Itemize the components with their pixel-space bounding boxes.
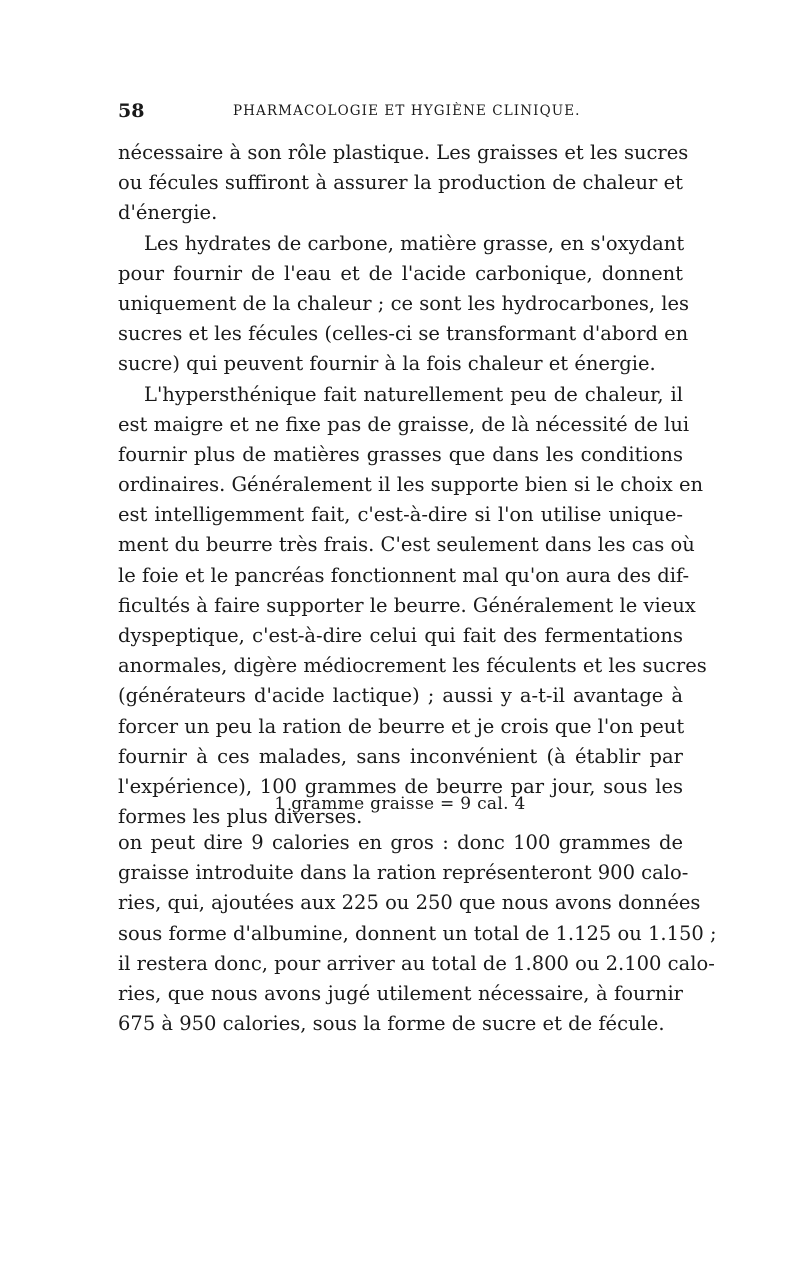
text-line: sous forme d'albumine, donnent un total de 1.125 ou 1.150 ; (118, 921, 717, 945)
text-line: ment du beurre très frais. C'est seulement dans les cas où (118, 533, 695, 557)
text-line: on peut dire 9 calories en gros : donc 100 grammes de (118, 831, 683, 854)
text-line: pour fournir de l'eau et de l'acide carbonique, donnent (118, 261, 683, 285)
equation: 1 gramme graisse = 9 cal. 4 (274, 794, 526, 814)
running-title: PHARMACOLOGIE ET HYGIÈNE CLINIQUE. (233, 103, 581, 119)
text-line: le foie et le pancréas fonctionnent mal qu'on aura des dif- (118, 563, 690, 587)
body-text-block-2 (118, 828, 717, 1039)
text-line: ries, qui, ajoutées aux 225 ou 250 que nous avons données (118, 891, 701, 915)
running-header (118, 100, 688, 124)
text-line: uniquement de la chaleur ; ce sont les hydrocarbones, les (118, 291, 690, 315)
text-line: graisse introduite dans la ration représenteront 900 calo- (118, 861, 689, 885)
text-line: 675 à 950 calories, sous la forme de sucre et de fécule. (118, 1012, 665, 1036)
text-line: ries, que nous avons jugé utilement nécessaire, à fournir (118, 981, 683, 1005)
text-line: formes les plus diverses. (118, 805, 363, 829)
text-line: anormales, digère médiocrement les féculents et les sucres (118, 654, 707, 678)
text-line: ordinaires. Généralement il les supporte bien si le choix en (118, 473, 704, 497)
text-line: fournir plus de matières grasses que dans les conditions (118, 442, 683, 466)
text-line: ficultés à faire supporter le beurre. Généralement le vieux (118, 593, 696, 617)
text-line: fournir à ces malades, sans inconvénient (à établir par (118, 744, 683, 768)
text-line: nécessaire à son rôle plastique. Les graisses et les sucres (118, 141, 689, 164)
paragraph-2 (118, 229, 690, 380)
text-line: forcer un peu la ration de beurre et je crois que l'on peut (118, 714, 685, 738)
text-line: (générateurs d'acide lactique) ; aussi y a-t-il avantage à (118, 684, 683, 708)
text-line: il restera donc, pour arriver au total de 1.800 ou 2.100 calo- (118, 951, 715, 975)
text-line: est intelligemment fait, c'est-à-dire si l'on utilise unique- (118, 503, 683, 527)
text-line: dyspeptique, c'est-à-dire celui qui fait des fermentations (118, 624, 683, 647)
text-line: sucres et les fécules (celles-ci se transformant d'abord en (118, 322, 689, 346)
text-line: sucre) qui peuvent fournir à la fois chaleur et énergie. (118, 352, 656, 376)
paragraph-3 (118, 380, 707, 833)
paragraph-1 (118, 138, 689, 229)
body-text-block-1 (118, 138, 707, 832)
text-line: d'énergie. (118, 201, 218, 225)
text-line: est maigre et ne fixe pas de graisse, de là nécessité de lui (118, 412, 690, 436)
paragraph-4 (118, 828, 717, 1039)
text-line: Les hydrates de carbone, matière grasse, en s'oxydant (144, 231, 685, 255)
text-line: L'hypersthénique fait naturellement peu de chaleur, il (144, 382, 683, 406)
text-line: l'expérience), 100 grammes de beurre par jour, sous les (118, 774, 683, 798)
page-number: 58 (118, 100, 145, 122)
text-line: ou fécules suffiront à assurer la production de chaleur et (118, 171, 683, 195)
